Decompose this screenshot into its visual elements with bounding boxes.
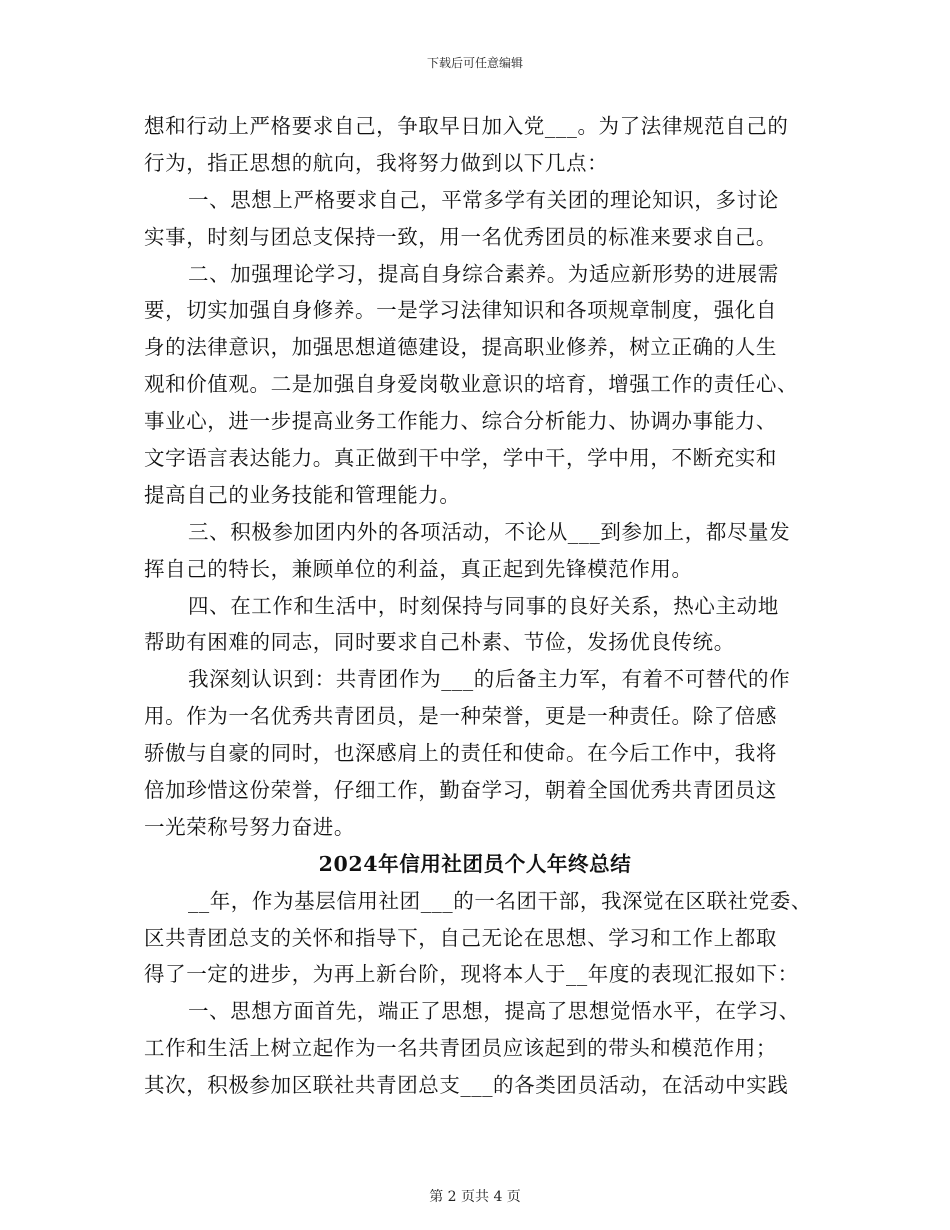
text-line: 骄傲与自豪的同时，也深感肩上的责任和使命。在今后工作中，我将 [144, 741, 777, 766]
text-line: 帮助有困难的同志，同时要求自己朴素、节俭，发扬优良传统。 [144, 630, 735, 655]
text-line: 三、积极参加团内外的各项活动，不论从___到参加上，都尽量发 [188, 519, 791, 544]
document-body [144, 108, 812, 1104]
text-line: 用。作为一名优秀共青团员，是一种荣誉，更是一种责任。除了倍感 [144, 704, 777, 729]
text-line: 我深刻认识到：共青团作为___的后备主力军，有着不可替代的作 [188, 667, 791, 692]
text-line: 倍加珍惜这份荣誉，仔细工作，勤奋学习，朝着全国优秀共青团员这 [144, 778, 777, 803]
text-line: 工作和生活上树立起作为一名共青团员应该起到的带头和模范作用； [144, 1036, 777, 1061]
text-line: 想和行动上严格要求自己，争取早日加入党___。为了法律规范自己的 [144, 114, 789, 138]
text-line: 区共青团总支的关怀和指导下，自己无论在思想、学习和工作上都取 [144, 925, 777, 950]
text-line: 得了一定的进步，为再上新台阶，现将本人于__年度的表现汇报如下： [144, 962, 799, 987]
text-line: 观和价值观。二是加强自身爱岗敬业意识的培育，增强工作的责任心、 [144, 372, 799, 397]
text-line: 行为，指正思想的航向，我将努力做到以下几点： [144, 150, 609, 175]
text-line: __年，作为基层信用社团___的一名团干部，我深觉在区联社党委、 [188, 888, 812, 913]
text-line: 四、在工作和生活中，时刻保持与同事的良好关系，热心主动地 [188, 593, 779, 618]
text-line: 提高自己的业务技能和管理能力。 [144, 482, 461, 507]
text-line: 二、加强理论学习，提高自身综合素养。为适应新形势的进展需 [188, 261, 779, 286]
text-line: 文字语言表达能力。真正做到干中学，学中干，学中用，不断充实和 [144, 446, 777, 471]
text-line: 身的法律意识，加强思想道德建设，提高职业修养，树立正确的人生 [144, 335, 777, 360]
text-line: 事业心，进一步提高业务工作能力、综合分析能力、协调办事能力、 [144, 409, 777, 434]
text-line: 其次，积极参加区联社共青团总支___的各类团员活动，在活动中实践 [144, 1073, 789, 1098]
text-line: 一、思想方面首先，端正了思想，提高了思想觉悟水平，在学习、 [188, 999, 800, 1024]
text-line: 一光荣称号努力奋进。 [144, 814, 355, 839]
page-header: 下载后可任意编辑 [426, 56, 523, 70]
section-title: 2024年信用社团员个人年终总结 [318, 851, 632, 876]
text-line: 实事，时刻与团总支保持一致，用一名优秀团员的标准来要求自己。 [144, 224, 777, 249]
text-line: 要，切实加强自身修养。一是学习法律知识和各项规章制度，强化自 [144, 298, 777, 323]
page-footer: 第 2 页共 4 页 [429, 1189, 521, 1205]
text-line: 挥自己的特长，兼顾单位的利益，真正起到先锋模范作用。 [144, 556, 693, 581]
text-line: 一、思想上严格要求自己，平常多学有关团的理论知识，多讨论 [188, 187, 779, 212]
